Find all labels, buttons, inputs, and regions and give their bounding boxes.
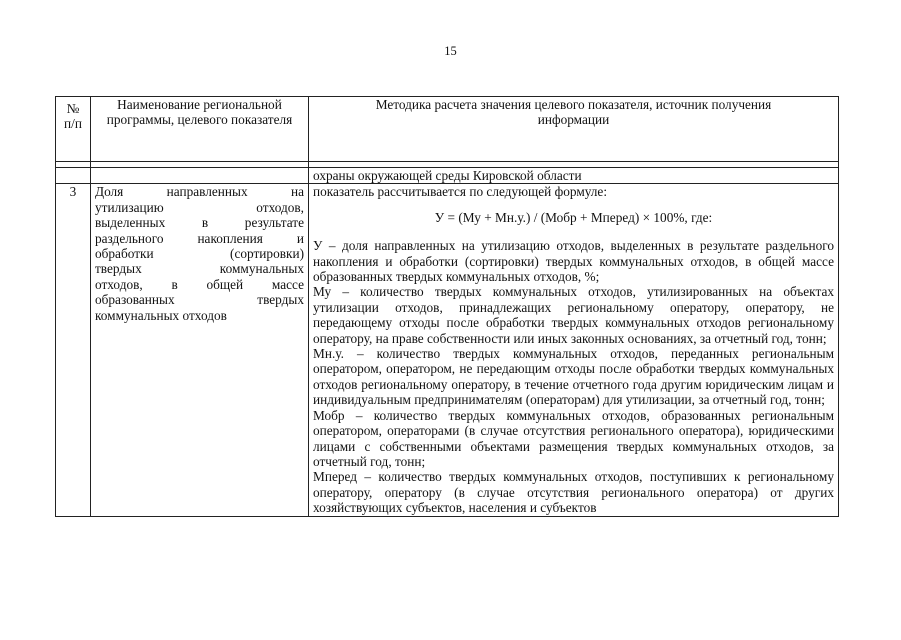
name-line: образованных твердых	[95, 292, 304, 308]
name-line: твердых коммунальных	[95, 261, 304, 277]
method-intro: показатель рассчитывается по следующей формуле:	[313, 184, 608, 200]
definition-mny: Мн.у. – количество твердых коммунальных отходов, переданных региональным оператором, оператором, не передающим отходы после обработки твердых коммунальных отходов региональному оператору, в течение отчетного года другим юридическим лицам и индивидуальным предпринимателям (операторам) для утилизации, за отчетный год, тонн;	[313, 346, 834, 408]
header-name	[91, 97, 309, 162]
name-line: отходов, в общей массе	[95, 276, 304, 292]
header-name-text: Наименование региональной программы, целевого показателя	[106, 97, 293, 128]
name-line: обработки (сортировки)	[95, 245, 304, 261]
methodology-table	[55, 96, 839, 517]
name-line: утилизацию отходов,	[95, 199, 304, 215]
table-row	[56, 184, 839, 516]
header-num	[56, 97, 91, 162]
header-method	[309, 97, 839, 162]
method-formula: У = (Му + Мн.у.) / (Мобр + Мперед) × 100%, где:	[434, 209, 713, 225]
definition-my: Му – количество твердых коммунальных отходов, утилизированных на объектах утилизации отходов, принадлежащих региональному оператору, оператору, не передающему отходы после обработки твердых коммунальных отходов региональному оператору, на праве собственности или иных законных основаниях, за отчетный год, тонн;	[313, 284, 834, 346]
row-method-cell	[309, 184, 839, 516]
definition-y: У – доля направленных на утилизацию отходов, выделенных в результате раздельного накопления и обработки (сортировки) твердых коммунальных отходов, в общей массе образованных твердых коммунальных отходов, %;	[313, 238, 834, 285]
continuation-method-cell	[309, 168, 839, 184]
definition-mobr: Мобр – количество твердых коммунальных отходов, образованных региональным оператором, операторами (в случае отсутствия регионального оператора), юридическими лицами с собственными объектами размещения твердых коммунальных отходов, за отчетный год, тонн;	[313, 407, 834, 469]
page-number: 15	[444, 44, 457, 58]
name-line: выделенных в результате	[95, 215, 304, 231]
continuation-num-cell	[56, 168, 91, 184]
continuation-row	[56, 168, 839, 184]
row-num-cell	[56, 184, 91, 516]
name-line: раздельного накопления и	[95, 230, 304, 246]
header-num-text: № п/п	[64, 101, 82, 132]
name-line: Доля направленных на	[95, 184, 304, 200]
header-method-text: Методика расчета значения целевого показателя, источник получения информации	[375, 97, 772, 128]
name-line: коммунальных отходов	[95, 307, 227, 323]
row-num: 3	[69, 184, 77, 200]
table-header-row	[56, 97, 839, 162]
row-name-cell	[91, 184, 309, 516]
continuation-text: охраны окружающей среды Кировской области	[313, 168, 582, 183]
continuation-name-cell	[91, 168, 309, 184]
definition-mpered: Мперед – количество твердых коммунальных отходов, поступивших к региональному оператору, оператору (в случае отсутствия регионального оператора) от других хозяйствующих субъектов, населения и субъектов	[313, 469, 834, 516]
